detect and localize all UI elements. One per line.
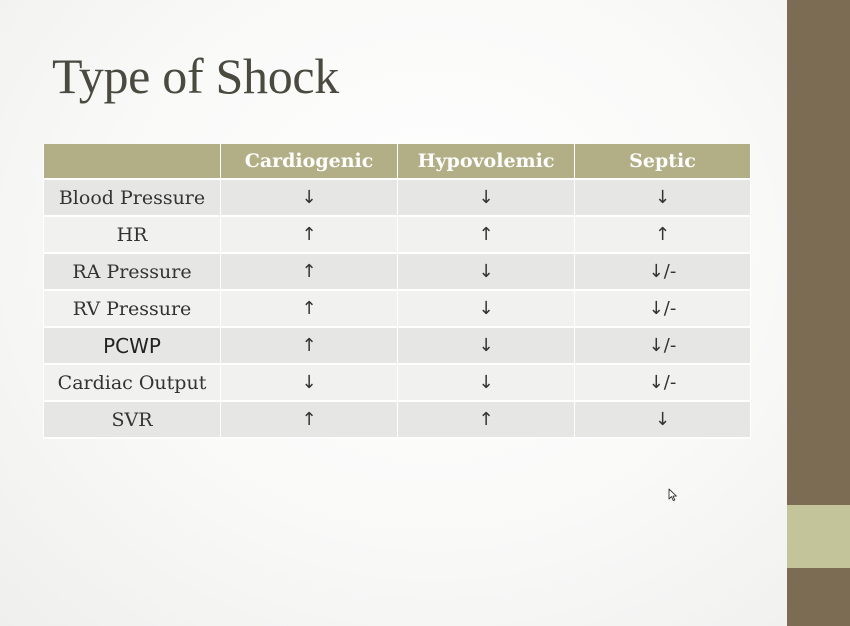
septic-value: ↓/- — [575, 327, 751, 364]
row-label: RV Pressure — [44, 290, 221, 327]
hypovolemic-value: ↓ — [398, 179, 575, 216]
cardiogenic-value: ↑ — [221, 253, 398, 290]
header-cardiogenic: Cardiogenic — [221, 144, 398, 179]
hypovolemic-value: ↓ — [398, 253, 575, 290]
row-label: Blood Pressure — [44, 179, 221, 216]
header-hypovolemic: Hypovolemic — [398, 144, 575, 179]
septic-value: ↓ — [575, 179, 751, 216]
table-row — [44, 401, 751, 438]
hypovolemic-value: ↑ — [398, 401, 575, 438]
table-row — [44, 253, 751, 290]
cardiogenic-value: ↑ — [221, 327, 398, 364]
row-label: HR — [44, 216, 221, 253]
septic-value: ↓/- — [575, 290, 751, 327]
row-label: SVR — [44, 401, 221, 438]
cardiogenic-value: ↑ — [221, 401, 398, 438]
table-row — [44, 364, 751, 401]
header-septic: Septic — [575, 144, 751, 179]
hypovolemic-value: ↓ — [398, 327, 575, 364]
cardiogenic-value: ↓ — [221, 364, 398, 401]
table-row — [44, 179, 751, 216]
septic-value: ↑ — [575, 216, 751, 253]
slide-title: Type of Shock — [52, 48, 339, 104]
shock-table — [43, 144, 751, 439]
row-label: RA Pressure — [44, 253, 221, 290]
table-header-row — [44, 144, 751, 179]
septic-value: ↓/- — [575, 364, 751, 401]
row-label: PCWP — [44, 327, 221, 364]
hypovolemic-value: ↓ — [398, 364, 575, 401]
table-row — [44, 327, 751, 364]
mouse-pointer-icon — [668, 488, 678, 502]
cardiogenic-value: ↑ — [221, 216, 398, 253]
table-row — [44, 290, 751, 327]
row-label: Cardiac Output — [44, 364, 221, 401]
header-cell-empty — [44, 144, 221, 179]
decorative-side-accent — [787, 505, 850, 568]
septic-value: ↓/- — [575, 253, 751, 290]
hypovolemic-value: ↓ — [398, 290, 575, 327]
septic-value: ↓ — [575, 401, 751, 438]
cardiogenic-value: ↓ — [221, 179, 398, 216]
cardiogenic-value: ↑ — [221, 290, 398, 327]
hypovolemic-value: ↑ — [398, 216, 575, 253]
table-row — [44, 216, 751, 253]
